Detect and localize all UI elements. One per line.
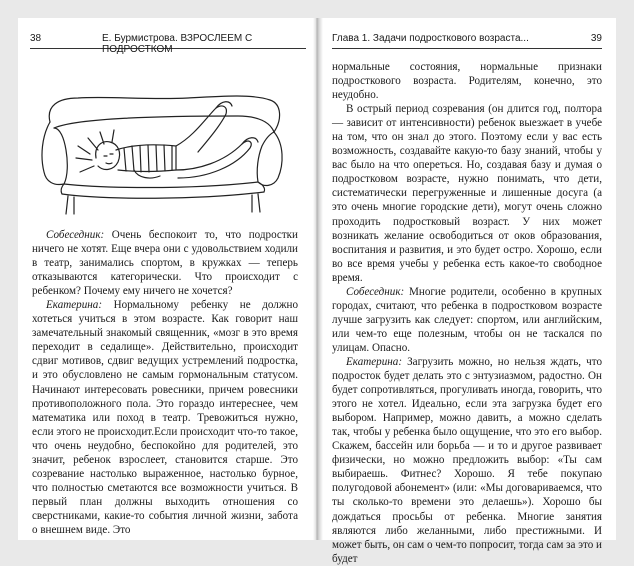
dialogue-paragraph <box>332 355 602 566</box>
page-number: 39 <box>590 33 602 44</box>
speaker-label: Собеседник: <box>46 229 105 241</box>
running-head: Е. Бурмистрова. ВЗРОСЛЕЕМ С ПОДРОСТКОМ <box>102 33 253 55</box>
dialogue-paragraph <box>32 298 298 537</box>
paragraph-text: Многие родители, особенно в крупных городах, считают, что ребенка в подростковом возрасте лучше загрузить как следует: спортом, или английским, или чем-то еще полезным, чтобы он не таскался по улицам. Опасно. <box>332 285 602 354</box>
dialogue-paragraph <box>32 228 298 298</box>
sofa-illustration <box>38 66 286 216</box>
paragraph-text: В острый период созревания (он длится год, полтора — зависит от интенсивности) ребенок выезжает в учебе на том, что он знал до этого. Поэтому если у вас есть возможность, создавайте какую-то базу знаний, чтобы у вас было на что опереться. Но, создавая базу и думая о подростковом возрасте, нужно понимать, что дети, систематически перегруженные и лишенные досуга (а это очень многие городские дети), могут очень сложно проходить подростковый возраст. У них может возникать желание освободиться от оков образования, воспитания и развития, и это будет остро. Хорошо, если во все время учебы у ребенка есть какое-то свободное время. <box>332 103 602 284</box>
left-page-header <box>30 32 306 55</box>
running-head: Глава 1. Задачи подросткового возраста... <box>332 33 529 44</box>
right-page <box>318 18 616 565</box>
page-number: 38 <box>30 33 42 44</box>
body-paragraph <box>332 60 602 102</box>
paragraph-text: нормальные состояния, нормальные признаки подросткового возраста. Родителям, конечно, это неудобно. <box>332 61 602 102</box>
right-page-header <box>332 32 602 49</box>
speaker-label: Екатерина: <box>346 355 403 368</box>
book-gutter <box>313 18 323 540</box>
paragraph-text: Нормальному ребенку не должно хотеться учиться в этом возрасте. Как говорит наш замечательный знакомый священник, «мозг в это время переходит в седалище». Действительно, происходит сдвиг мотивов, сдвиг ведущих устремлений подростка, и это обусловлено не самым гормональным статусом. Начинают интересовать ровесники, причем ровесники противоположного пола. Это гораздо интереснее, чем математика или поход в театр. Тревожиться нужно, если этого не происходит.Если происходит что-то такое, что очень неудобно, беспокойно для родителей, это значит, ребенок взрослеет, становится старше. Это созревание настолько выраженное, настолько бурное, что полностью сметаются все возможности учиться. В первый план должны выходить отношения со сверстниками, какие-то события личной жизни, забота о внешнем виде. Это <box>32 299 298 536</box>
body-paragraph <box>332 102 602 285</box>
dialogue-paragraph <box>332 285 602 355</box>
left-page <box>18 18 316 540</box>
left-page-body <box>32 228 298 537</box>
speaker-label: Екатерина: <box>46 299 103 312</box>
paragraph-text: Загрузить можно, но нельзя ждать, что подросток будет делать это с энтузиазмом, радостно. Он будет сопротивляться, прогуливать иногда, говорить, что этого не хотел. Идеально, если эта загрузка будет его выбором. Например, можно давить, а можно сделать так, чтобы у ребенка было ощущение, что это его выбор. Скажем, бассейн или борьба — и то и другое развивает физически, но можно предложить выбор: «Ты сам выбираешь. Фитнес? Хорошо. Я тебе покупаю полугодовой абонемент» (или: «Мы договариваемся, что ты сколько-то времени это делаешь»). Хорошо бы дождаться просьбы от ребенка. Многие занятия являются либо желанными, либо престижными. И может быть, он сам о чем-то попросит, тогда сам за это и будет <box>332 355 602 565</box>
right-page-body <box>332 60 602 566</box>
speaker-label: Собеседник: <box>346 285 405 298</box>
paragraph-text: Очень беспокоит то, что подростки ничего не хотят. Еще вчера они с удовольствием ходили в театр, занимались спортом, в кружках — теперь отказываются категорически. Что происходит с ребенком? Почему ему ничего не хочется? <box>32 229 298 298</box>
